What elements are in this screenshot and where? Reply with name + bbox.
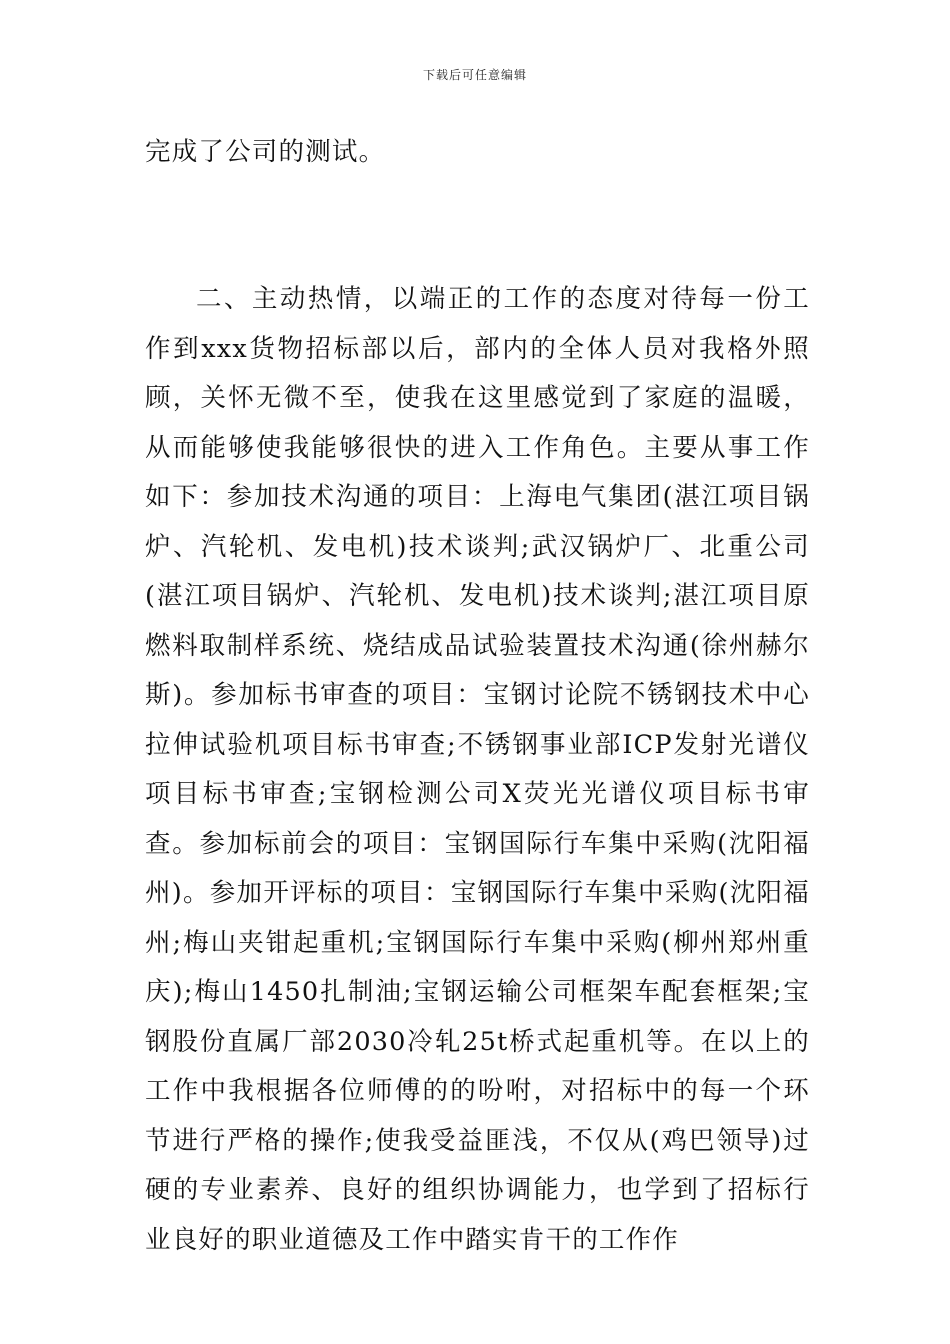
paragraph-text: 二、主动热情，以端正的工作的态度对待每一份工作到xxx货物招标部以后，部内的全体人员对我格外照顾，关怀无微不至，使我在这里感觉到了家庭的温暖，从而能够使我能够很快的进入工作角色。主要从事工作如下：参加技术沟通的项目：上海电气集团(湛江项目锅炉、汽轮机、发电机)技术谈判;武汉锅炉厂、北重公司(湛江项目锅炉、汽轮机、发电机)技术谈判;湛江项目原燃料取制样系统、烧结成品试验装置技术沟通(徐州赫尔斯)。参加标书审查的项目：宝钢讨论院不锈钢技术中心拉伸试验机项目标书审查;不锈钢事业部ICP发射光谱仪项目标书审查;宝钢检测公司X荧光光谱仪项目标书审查。参加标前会的项目：宝钢国际行车集中采购(沈阳福州)。参加开评标的项目：宝钢国际行车集中采购(沈阳福州;梅山夹钳起重机;宝钢国际行车集中采购(柳州郑州重庆);梅山1450扎制油;宝钢运输公司框架车配套框架;宝钢股份直属厂部2030冷轧25t桥式起重机等。在以上的工作中我根据各位师傅的的吩咐，对招标中的每一个环节进行严格的操作;使我受益匪浅，不仅从(鸡巴领导)过硬的专业素养、良好的组织协调能力，也学到了招标行业良好的职业道德及工作中踏实肯干的工作作 [145, 284, 810, 1255]
fragment-text: 完成了公司的测试。 [145, 137, 386, 167]
text-fragment [145, 128, 810, 178]
page-header: 下载后可任意编辑 [422, 68, 527, 82]
body-paragraph [145, 275, 810, 1265]
